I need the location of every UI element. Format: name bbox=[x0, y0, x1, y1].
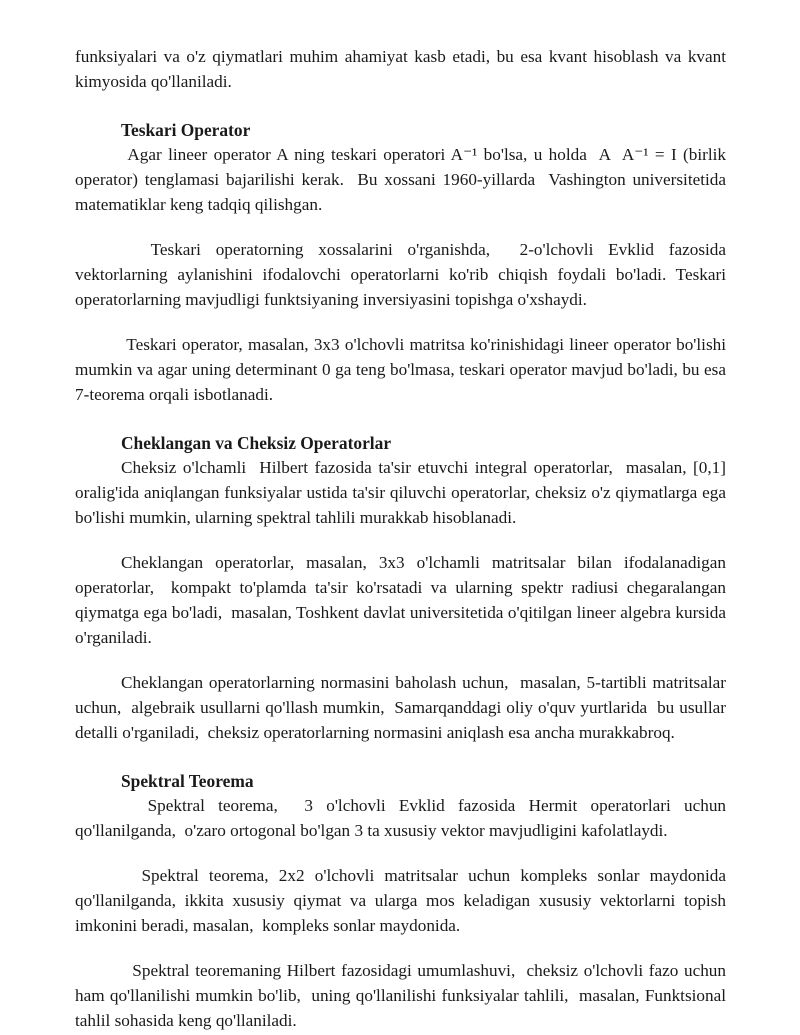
spectral-paragraph-1: Spektral teorema, 3 o'lchovli Evklid fazosida Hermit operatorlari uchun qo'llanilganda, o'zaro ortogonal bo'lgan 3 ta xususiy vektor mavjudligini kafolatlaydi. bbox=[75, 796, 731, 840]
inverse-paragraph-2: Teskari operatorning xossalarini o'rganishda, 2-o'lchovli Evklid fazosida vektorlarning aylanishini ifodalovchi operatorlarni ko'rib chiqish foydali bo'ladi. Teskari operatorlarning mavjudligi funktsiyaning inversiyasini topishga o'xshaydi. bbox=[75, 240, 731, 309]
spectral-paragraph-2: Spektral teorema, 2x2 o'lchovli matritsalar uchun kompleks sonlar maydonida qo'llanilganda, ikkita xususiy qiymat va ularga mos keladigan xususiy vektorlarni topish imkonini beradi, masalan, kompleks sonlar maydonida. bbox=[75, 866, 731, 935]
heading-bounded-operators: Cheklangan va Cheksiz Operatorlar bbox=[121, 433, 392, 453]
inverse-paragraph-3: Teskari operator, masalan, 3x3 o'lchovli matritsa ko'rinishidagi lineer operator bo'lishi mumkin va agar uning determinant 0 ga teng bo'lmasa, teskari operator mavjud bo'ladi, bu esa 7-teorema orqali isbotlanadi. bbox=[75, 335, 731, 404]
spacer bbox=[75, 407, 726, 431]
spacer bbox=[75, 94, 726, 118]
intro-paragraph: funksiyalari va o'z qiymatlari muhim ahamiyat kasb etadi, bu esa kvant hisoblash va kvant kimyosida qo'llaniladi. bbox=[75, 47, 726, 91]
spacer bbox=[75, 843, 726, 863]
bounded-paragraph-1: Cheksiz o'lchamli Hilbert fazosida ta'sir etuvchi integral operatorlar, masalan, [0,1] oralig'ida aniqlangan funksiyalar ustida ta'sir qiluvchi operatorlar, cheksiz o'z qiymatlarga ega bo'lishi mumkin, ularning spektral tahlili murakkab hisoblanadi. bbox=[75, 458, 731, 527]
inverse-paragraph-1: Agar lineer operator A ning teskari operatori A⁻¹ bo'lsa, u holda A A⁻¹ = I (birlik operator) tenglamasi bajarilishi kerak. Bu xossani 1960-yillarda Vashington universitetida matematiklar keng tadqiq qilishgan. bbox=[75, 145, 731, 214]
spacer bbox=[75, 217, 726, 237]
heading-inverse-operator: Teskari Operator bbox=[121, 120, 251, 140]
spacer bbox=[75, 312, 726, 332]
bounded-paragraph-3: Cheklangan operatorlarning normasini baholash uchun, masalan, 5-tartibli matritsalar uchun, algebraik usullarni qo'llash mumkin, Samarqanddagi oliy o'quv yurtlarida bu usullar detalli o'rganiladi, cheksiz operatorlarning normasini aniqlash esa ancha murakkabroq. bbox=[75, 673, 735, 742]
spacer bbox=[75, 938, 726, 958]
bounded-paragraph-2: Cheklangan operatorlar, masalan, 3x3 o'lchamli matritsalar bilan ifodalanadigan operatorlar, kompakt to'plamda ta'sir ko'rsatadi va ularning spektr radiusi chegaralangan qiymatga ega bo'ladi, masalan, Toshkent davlat universitetida o'qitilgan lineer algebra kursida o'rganiladi. bbox=[75, 553, 731, 647]
spacer bbox=[75, 650, 726, 670]
document-page bbox=[75, 44, 735, 1033]
spacer bbox=[75, 745, 726, 769]
heading-spectral-theorem: Spektral Teorema bbox=[121, 771, 254, 791]
spectral-paragraph-3: Spektral teoremaning Hilbert fazosidagi umumlashuvi, cheksiz o'lchovli fazo uchun ham qo'llanilishi mumkin bo'lib, uning qo'llanilishi funksiyalar tahlili, masalan, Funktsional tahlil sohasida keng qo'llaniladi. bbox=[75, 961, 731, 1030]
spacer bbox=[75, 530, 726, 550]
